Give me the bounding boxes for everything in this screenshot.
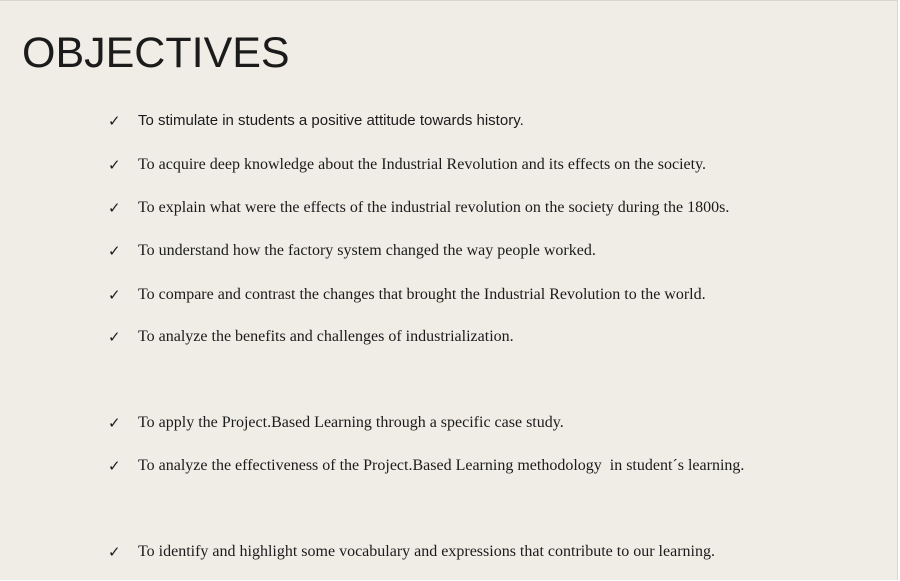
objective-text: To identify and highlight some vocabulary and expressions that contribute to our learning. (138, 543, 715, 560)
objective-text: To understand how the factory system changed the way people worked. (138, 242, 596, 259)
checkmark-icon: ✓ (108, 199, 121, 217)
objective-text: To apply the Project.Based Learning through a specific case study. (138, 414, 564, 431)
checkmark-icon: ✓ (108, 156, 121, 174)
objective-text: To analyze the effectiveness of the Project.Based Learning methodology in student´s learning. (138, 457, 745, 474)
objective-item (108, 325, 514, 349)
objective-text: To stimulate in students a positive attitude towards history. (138, 112, 524, 129)
objective-text: To compare and contrast the changes that brought the Industrial Revolution to the world. (138, 286, 706, 303)
objective-item (108, 540, 715, 564)
objective-text: To explain what were the effects of the industrial revolution on the society during the 1800s. (138, 199, 730, 216)
objective-text: To acquire deep knowledge about the Industrial Revolution and its effects on the society. (138, 156, 707, 173)
checkmark-icon: ✓ (108, 242, 121, 260)
slide-title: OBJECTIVES (22, 29, 290, 77)
objective-item (108, 196, 729, 220)
checkmark-icon: ✓ (108, 414, 121, 432)
objective-item (108, 283, 706, 307)
objective-item (108, 153, 706, 177)
objective-item (108, 109, 524, 133)
checkmark-icon: ✓ (108, 286, 121, 304)
checkmark-icon: ✓ (108, 457, 121, 475)
checkmark-icon: ✓ (108, 328, 121, 346)
objective-item (108, 454, 744, 478)
checkmark-icon: ✓ (108, 112, 121, 130)
checkmark-icon: ✓ (108, 543, 121, 561)
objective-text: To analyze the benefits and challenges of industrialization. (138, 328, 514, 345)
objective-item (108, 411, 564, 435)
objective-item (108, 239, 596, 263)
